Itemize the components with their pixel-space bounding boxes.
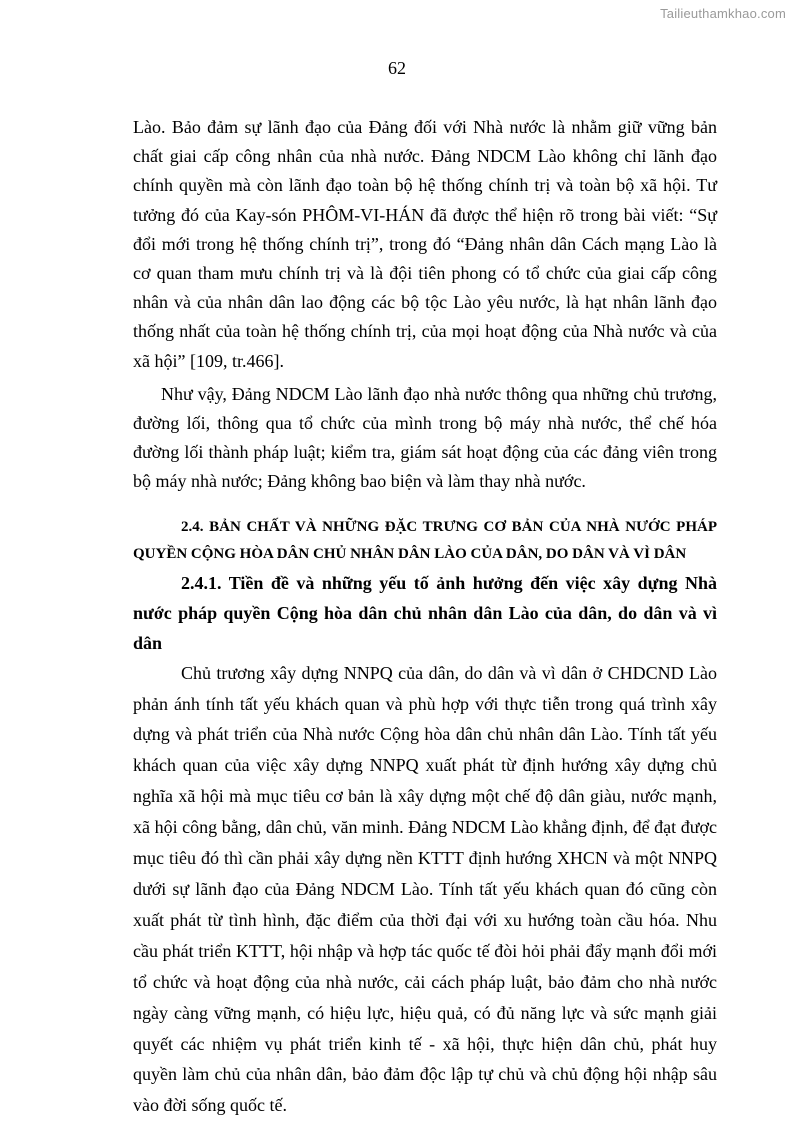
paragraph-summary: Như vậy, Đảng NDCM Lào lãnh đạo nhà nước thông qua những chủ trương, đường lối, thông qua tổ chức của mình trong bộ máy nhà nước, thể chế hóa đường lối thành pháp luật; kiểm tra, giám sát hoạt động của các đảng viên trong bộ máy nhà nước; Đảng không bao biện và làm thay nhà nước.	[133, 383, 717, 492]
paragraph-continuation: Lào. Bảo đảm sự lãnh đạo của Đảng đối với Nhà nước là nhằm giữ vững bản chất giai cấp công nhân của nhà nước. Đảng NDCM Lào không chỉ lãnh đạo chính quyền mà còn lãnh đạo toàn bộ hệ thống chính trị và toàn bộ xã hội. Tư tưởng đó của Kay-són PHÔM-VI-HÁN đã được thể hiện rõ trong bài viết: “Sự đổi mới trong hệ thống chính trị”, trong đó “Đảng nhân dân Cách mạng Lào là cơ quan tham mưu chính trị và là đội tiên phong có tổ chức của giai cấp công nhân và của nhân dân lao động các bộ tộc Lào yêu nước, là hạt nhân lãnh đạo thống nhất của toàn hệ thống chính trị, của mọi hoạt động của Nhà nước và của xã hội” [109, tr.466].	[133, 117, 717, 371]
page-number: 62	[388, 58, 406, 78]
watermark-text: Tailieuthamkhao.com	[660, 6, 786, 21]
subsection-heading: 2.4.1. Tiền đề và những yếu tố ảnh hưởng đến việc xây dựng Nhà nước pháp quyền Cộng hòa dân chủ nhân dân Lào của dân, do dân và vì dân	[133, 572, 717, 653]
section-heading: 2.4. BẢN CHẤT VÀ NHỮNG ĐẶC TRƯNG CƠ BẢN CỦA NHÀ NƯỚC PHÁP QUYỀN CỘNG HÒA DÂN CHỦ NHÂN DÂN LÀO CỦA DÂN, DO DÂN VÀ VÌ DÂN	[133, 518, 717, 562]
paragraph-body: Chủ trương xây dựng NNPQ của dân, do dân và vì dân ở CHDCND Lào phản ánh tính tất yếu khách quan và phù hợp với thực tiễn trong quá trình xây dựng và phát triển của Nhà nước Cộng hòa dân chủ nhân dân Lào. Tính tất yếu khách quan của việc xây dựng NNPQ xuất phát từ định hướng xây dựng chủ nghĩa xã hội mà mục tiêu cơ bản là xây dựng một chế độ dân giàu, nước mạnh, xã hội công bằng, dân chủ, văn minh. Đảng NDCM Lào khẳng định, để đạt được mục tiêu đó thì cần phải xây dựng nền KTTT định hướng XHCN và một NNPQ dưới sự lãnh đạo của Đảng NDCM Lào. Tính tất yếu khách quan đó cũng còn xuất phát từ tình hình, đặc điểm của thời đại với xu hướng toàn cầu hóa. Nhu cầu phát triển KTTT, hội nhập và hợp tác quốc tế đòi hỏi phải đẩy mạnh đổi mới tổ chức và hoạt động của nhà nước, cải cách pháp luật, bảo đảm cho nhà nước ngày càng vững mạnh, có hiệu lực, hiệu quả, có đủ năng lực và sức mạnh giải quyết các nhiệm vụ phát triển kinh tế - xã hội, thực hiện dân chủ, phát huy quyền làm chủ của nhân dân, bảo đảm độc lập tự chủ và chủ động hội nhập sâu vào đời sống quốc tế.	[133, 662, 717, 1116]
document-body	[133, 113, 717, 1121]
